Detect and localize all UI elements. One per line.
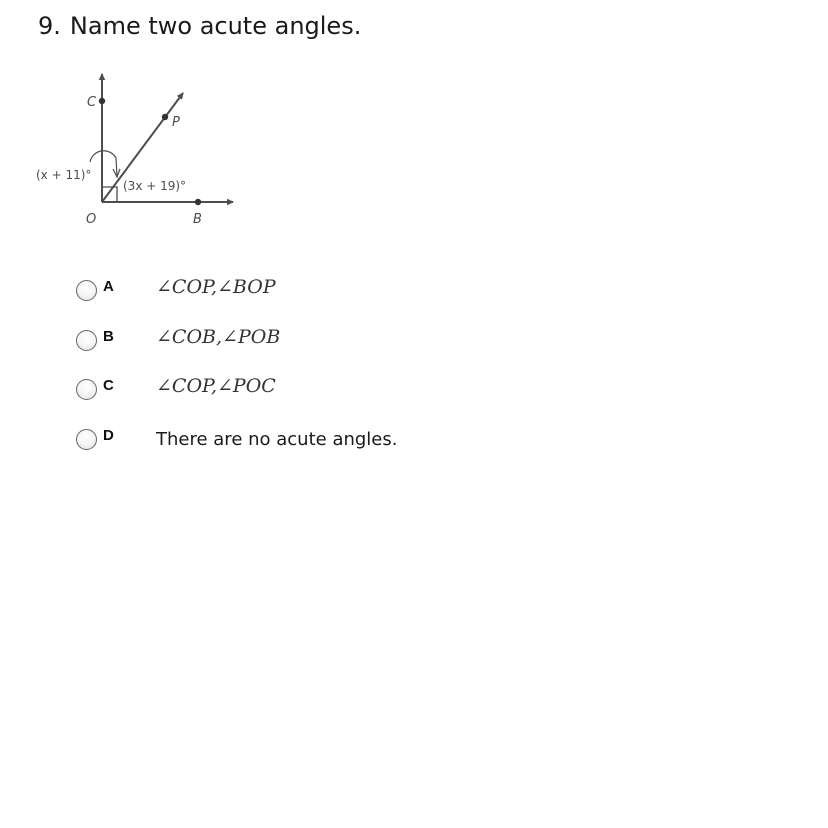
label-o: O — [86, 212, 97, 227]
choice-letter: C — [103, 377, 114, 394]
choice-text: There are no acute angles. — [156, 428, 398, 450]
right-angle-expression: (3x + 19)° — [123, 179, 187, 193]
angle-diagram — [30, 66, 242, 230]
choice-c[interactable] — [76, 373, 576, 423]
choice-letter: D — [103, 426, 114, 444]
answer-choices — [76, 274, 576, 472]
question-prompt: Name two acute angles. — [69, 12, 362, 40]
choice-text: ∠COP,∠BOP — [156, 276, 276, 298]
choice-d[interactable] — [76, 423, 576, 473]
point-b — [195, 199, 201, 205]
radio-button-c[interactable] — [76, 379, 97, 400]
radio-button-d[interactable] — [76, 429, 97, 450]
angle-diagram-svg — [30, 66, 242, 230]
radio-button-b[interactable] — [76, 330, 97, 351]
question-number: 9. — [38, 12, 61, 40]
label-p: P — [172, 115, 180, 130]
choice-b[interactable] — [76, 324, 576, 374]
point-c — [99, 98, 105, 104]
angle-arc-arrow — [90, 151, 117, 176]
label-c: C — [87, 95, 97, 110]
point-p — [162, 114, 168, 120]
choice-a[interactable] — [76, 274, 576, 324]
choice-letter: B — [103, 327, 114, 345]
left-angle-expression: (x + 11)° — [36, 168, 92, 182]
choice-text: ∠COB,∠POB — [156, 325, 281, 348]
label-b: B — [193, 212, 202, 227]
choice-text: ∠COP,∠POC — [156, 375, 276, 397]
radio-button-a[interactable] — [76, 280, 97, 301]
choice-letter: A — [103, 278, 114, 295]
question-heading — [38, 10, 361, 42]
